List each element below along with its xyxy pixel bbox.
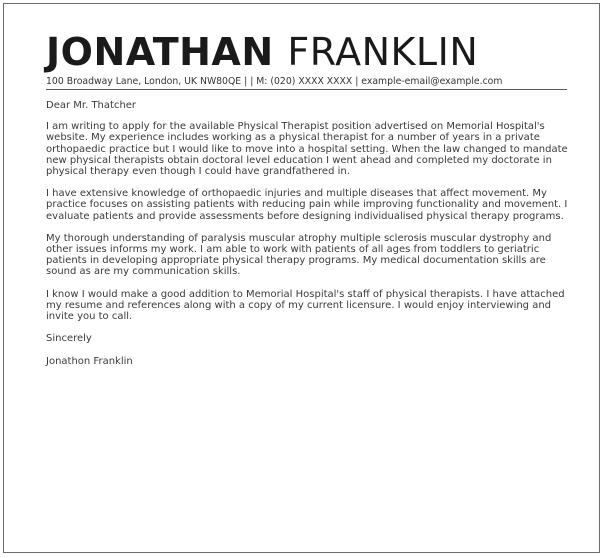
salutation: Dear Mr. Thatcher xyxy=(46,100,137,111)
cover-letter xyxy=(46,32,571,379)
paragraph-2: I have extensive knowledge of orthopaedic injuries and multiple diseases that affect movement. My practice focuses on assisting patients with reducing pain while improving functionality and movement. I evaluate patients and provide assessments before designing individualised physical therapy programs. xyxy=(46,188,568,222)
page-frame xyxy=(3,3,600,553)
letter-body xyxy=(46,100,571,368)
last-name: FRANKLIN xyxy=(287,30,479,74)
signature-name: Jonathon Franklin xyxy=(46,356,133,368)
paragraph-3: My thorough understanding of paralysis muscular atrophy multiple sclerosis muscular dystrophy and other issues informs my work. I am able to work with patients of all ages from toddlers to geriatric patients in developing appropriate physical therapy programs. My medical documentation skills are sound as are my communication skills. xyxy=(46,232,552,278)
closing: Sincerely xyxy=(46,333,92,345)
contact-info: 100 Broadway Lane, London, UK NW80QE | | M: (020) XXXX XXXX | example-email@example.com xyxy=(46,76,503,87)
applicant-name xyxy=(46,32,571,72)
paragraph-1: I am writing to apply for the available Physical Therapist position advertised on Memorial Hospital's website. My experience includes working as a physical therapist for a number of years in a private orthopaedic practice but I would like to move into a hospital setting. When the law changed to mandate new physical therapists obtain doctoral level education I went ahead and completed my doctorate in physical therapy even though I could have grandfathered in. xyxy=(46,121,568,178)
header-divider xyxy=(46,89,567,90)
paragraph-4: I know I would make a good addition to Memorial Hospital's staff of physical therapists. I have attached my resume and references along with a copy of my current licensure. I would enjoy interviewing and invite you to call. xyxy=(46,288,565,323)
first-name: JONATHAN xyxy=(46,30,274,74)
